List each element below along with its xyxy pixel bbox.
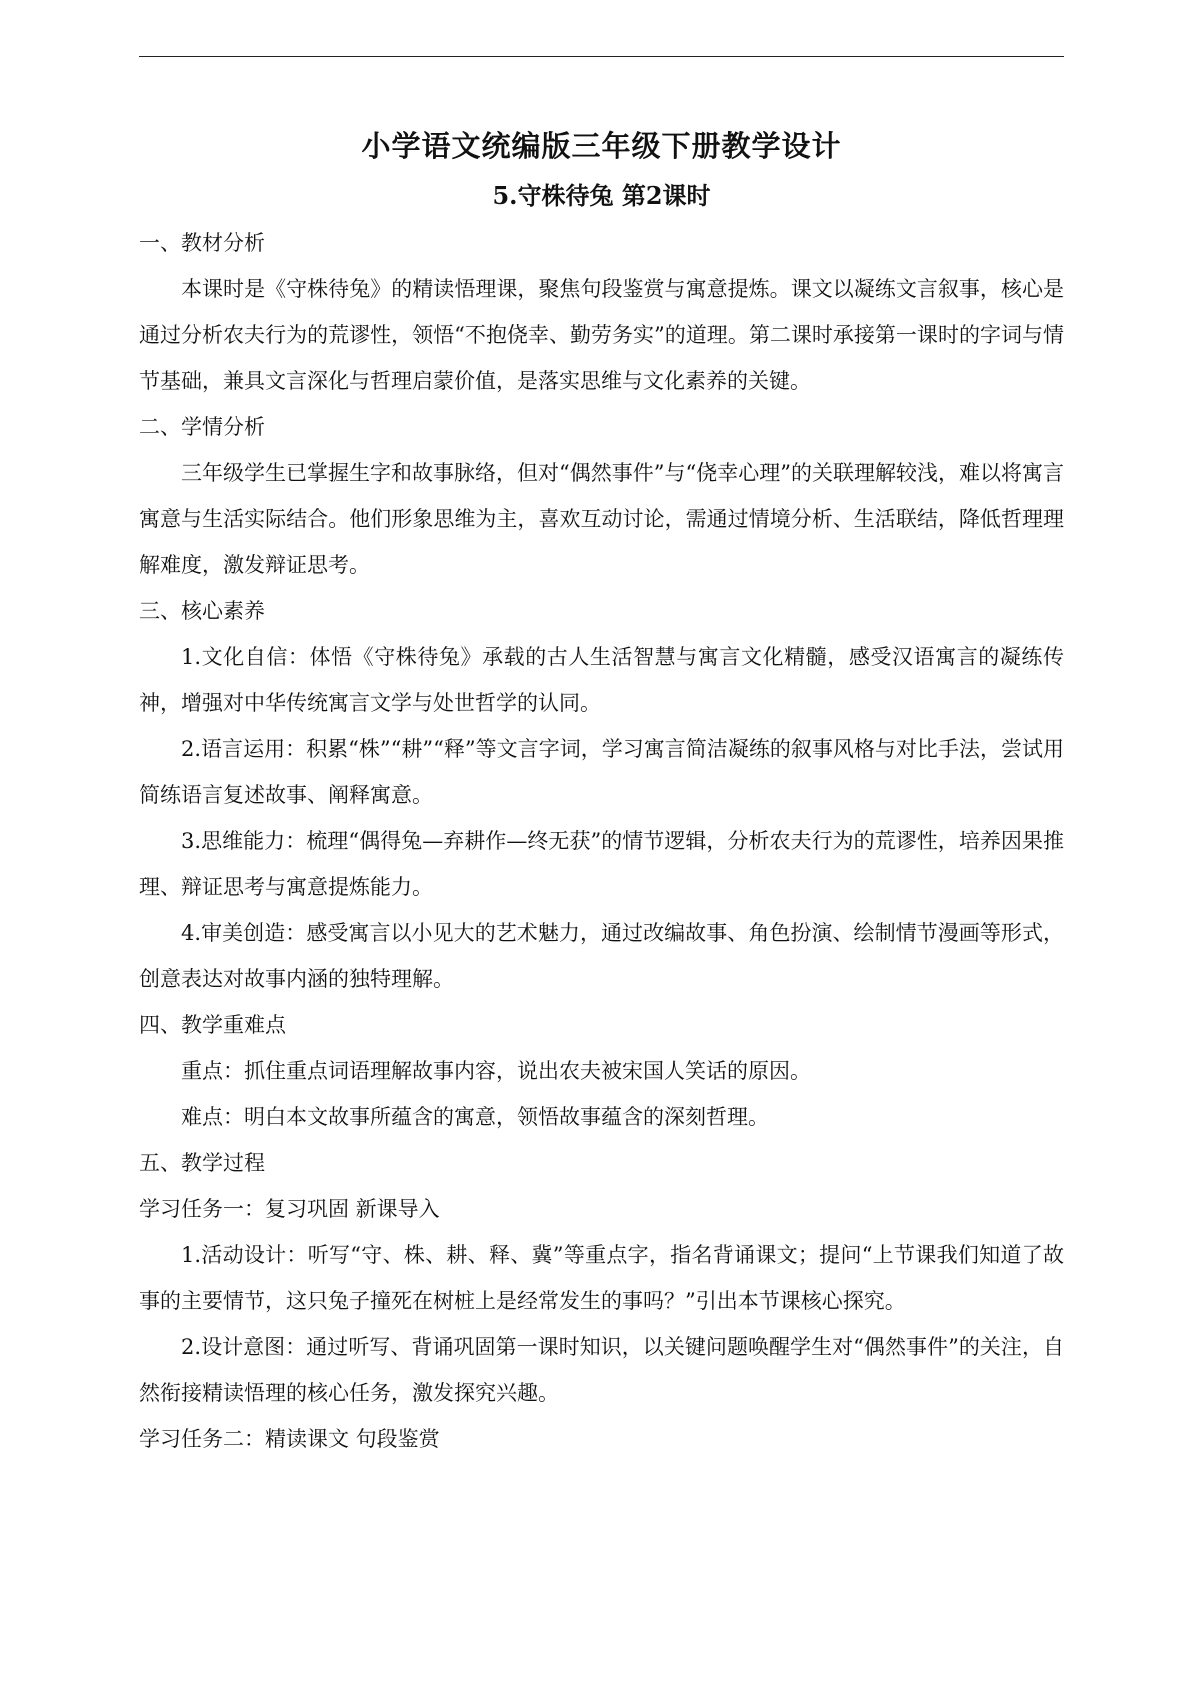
section-heading: 三、核心素养 <box>139 599 265 623</box>
section-key-difficult-points <box>139 1002 1064 1140</box>
section-heading: 五、教学过程 <box>139 1151 265 1175</box>
paragraph: 本课时是《守株待兔》的精读悟理课，聚焦句段鉴赏与寓意提炼。课文以凝练文言叙事，核心是通过分析农夫行为的荒谬性，领悟“不抱侥幸、勤劳务实”的道理。第二课时承接第一课时的字词与情节基础，兼具文言深化与哲理启蒙价值，是落实思维与文化素养的关键。 <box>139 277 1064 393</box>
difficult-point: 难点：明白本文故事所蕴含的寓意，领悟故事蕴含的深刻哲理。 <box>181 1105 769 1129</box>
section-core-literacy <box>139 588 1064 1002</box>
document-body <box>139 126 1064 1462</box>
section-heading: 一、教材分析 <box>139 231 265 255</box>
paragraph: 2.设计意图：通过听写、背诵巩固第一课时知识，以关键问题唤醒学生对“偶然事件”的关注，自然衔接精读悟理的核心任务，激发探究兴趣。 <box>139 1335 1064 1405</box>
task-heading: 学习任务二：精读课文 句段鉴赏 <box>139 1427 440 1451</box>
section-textbook-analysis <box>139 220 1064 404</box>
paragraph: 三年级学生已掌握生字和故事脉络，但对“偶然事件”与“侥幸心理”的关联理解较浅，难以将寓言寓意与生活实际结合。他们形象思维为主，喜欢互动讨论，需通过情境分析、生活联结，降低哲理理解难度，激发辩证思考。 <box>139 461 1064 577</box>
list-item: 3.思维能力：梳理“偶得兔—弃耕作—终无获”的情节逻辑，分析农夫行为的荒谬性，培养因果推理、辩证思考与寓意提炼能力。 <box>139 829 1064 899</box>
header-rule <box>139 56 1064 57</box>
section-teaching-process <box>139 1140 1064 1462</box>
list-item: 2.语言运用：积累“株”“耕”“释”等文言字词，学习寓言简洁凝练的叙事风格与对比手法，尝试用简练语言复述故事、阐释寓意。 <box>139 737 1064 807</box>
list-item: 1.文化自信：体悟《守株待兔》承载的古人生活智慧与寓言文化精髓，感受汉语寓言的凝练传神，增强对中华传统寓言文学与处世哲学的认同。 <box>139 645 1064 715</box>
paragraph: 1.活动设计：听写“守、株、耕、释、冀”等重点字，指名背诵课文；提问“上节课我们知道了故事的主要情节，这只兔子撞死在树桩上是经常发生的事吗？”引出本节课核心探究。 <box>139 1243 1064 1313</box>
lesson-subtitle: 5.守株待兔 第2课时 <box>492 181 711 210</box>
key-point: 重点：抓住重点词语理解故事内容，说出农夫被宋国人笑话的原因。 <box>181 1059 811 1083</box>
document-title: 小学语文统编版三年级下册教学设计 <box>361 129 842 163</box>
section-heading: 二、学情分析 <box>139 415 265 439</box>
task-heading: 学习任务一：复习巩固 新课导入 <box>139 1197 440 1221</box>
section-heading: 四、教学重难点 <box>139 1013 286 1037</box>
section-student-analysis <box>139 404 1064 588</box>
list-item: 4.审美创造：感受寓言以小见大的艺术魅力，通过改编故事、角色扮演、绘制情节漫画等形式，创意表达对故事内涵的独特理解。 <box>139 921 1064 991</box>
